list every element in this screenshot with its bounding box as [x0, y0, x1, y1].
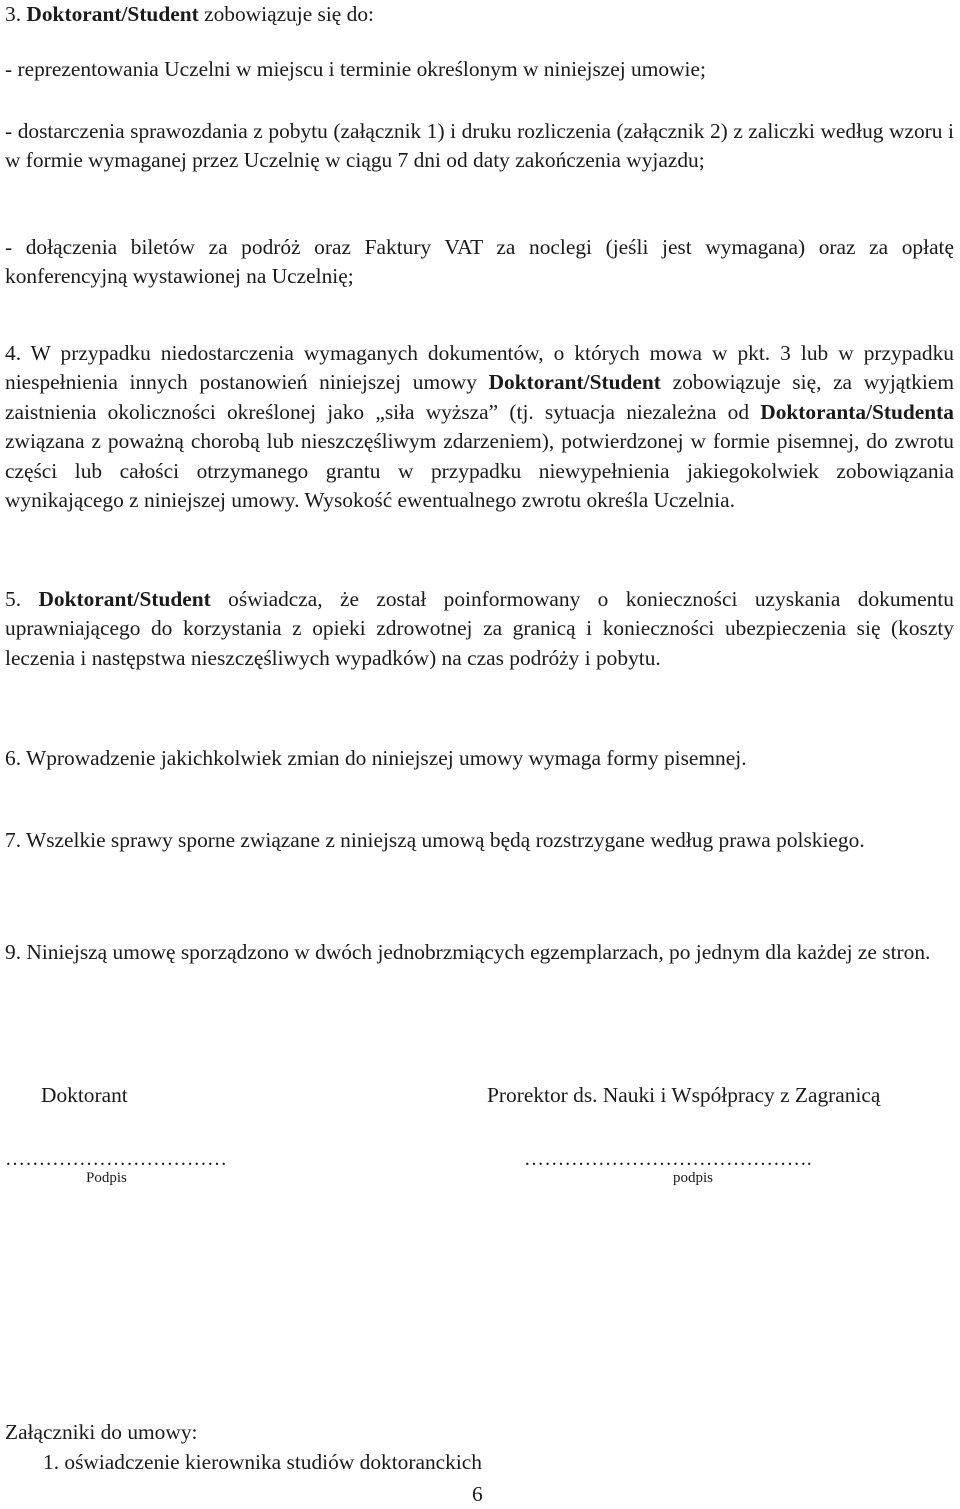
bullet-item: - dostarczenia sprawozdania z pobytu (załącznik 1) i druku rozliczenia (załącznik 2) z zaliczki według wzoru i w formie wymaganej przez Uczelnię w ciągu 7 dni od daty zakończenia wyjazdu; [5, 119, 954, 173]
item-7-paragraph: 7. Wszelkie sprawy sporne związane z niniejszą umową będą rozstrzygane według prawa polskiego. [5, 828, 865, 852]
attachment-item: 1. oświadczenie kierownika studiów doktoranckich [43, 1450, 482, 1474]
signature-line-right: ……………………………………. [524, 1148, 812, 1170]
signature-line-left: …………………………… [5, 1148, 228, 1170]
signature-caption-right: podpis [673, 1170, 714, 1186]
attachments-title: Załączniki do umowy: [5, 1420, 198, 1444]
signature-role-right: Prorektor ds. Nauki i Współpracy z Zagranicą [487, 1083, 881, 1107]
party-name: Doktorant/Student [38, 587, 211, 611]
item-4-paragraph [5, 339, 954, 515]
item-4-text: 4. W przypadku niedostarczenia wymaganych dokumentów, o których mowa w pkt. 3 lub w przypadku niespełnienia innych postanowień niniejszej umowy [5, 341, 954, 395]
party-name: Doktorant/Student [26, 2, 199, 26]
item-3-number: 3. [5, 2, 22, 26]
item-9-paragraph: 9. Niniejszą umowę sporządzono w dwóch jednobrzmiących egzemplarzach, po jednym dla każdej ze stron. [5, 940, 931, 964]
party-name: Doktoranta/Studenta [760, 399, 954, 424]
item-3-heading [5, 0, 954, 29]
item-5-number: 5. [5, 587, 39, 611]
bullet-item: - dołączenia biletów za podróż oraz Faktury VAT za noclegi (jeśli jest wymagana) oraz za opłatę konferencyjną wystawionej na Uczelnię; [5, 235, 954, 289]
signature-role-left: Doktorant [41, 1083, 128, 1107]
signature-caption-left: Podpis [86, 1170, 127, 1186]
item-6-paragraph: 6. Wprowadzenie jakichkolwiek zmian do niniejszej umowy wymaga formy pisemnej. [5, 746, 747, 770]
party-name: Doktorant/Student [488, 370, 661, 395]
item-5-paragraph [5, 585, 954, 673]
item-4-text: związana z poważną chorobą lub nieszczęśliwym zdarzeniem), potwierdzonej w formie pisemnej, do zwrotu części lub całości otrzymanego grantu w przypadku niewypełnienia jakiegokolwiek zobowiązania wynikającego z niniejszej umowy. Wysokość ewentualnego zwrotu określa Uczelnia. [5, 429, 954, 513]
item-4-text: zobowiązuje się, za wyjątkiem zaistnienia okoliczności określonej jako „siła wyższa” (tj. sytuacja niezależna od [5, 370, 954, 424]
item-5-text: oświadcza, że został poinformowany o konieczności uzyskania dokumentu uprawniającego do korzystania z opieki zdrowotnej za granicą i konieczności ubezpieczenia się (koszty leczenia i następstwa nieszczęśliwych wypadków) na czas podróży i pobytu. [5, 587, 954, 670]
item-3-text: zobowiązuje się do: [198, 2, 374, 26]
bullet-item: - reprezentowania Uczelni w miejscu i terminie określonym w niniejszej umowie; [5, 57, 706, 81]
page-number: 6 [472, 1482, 483, 1506]
